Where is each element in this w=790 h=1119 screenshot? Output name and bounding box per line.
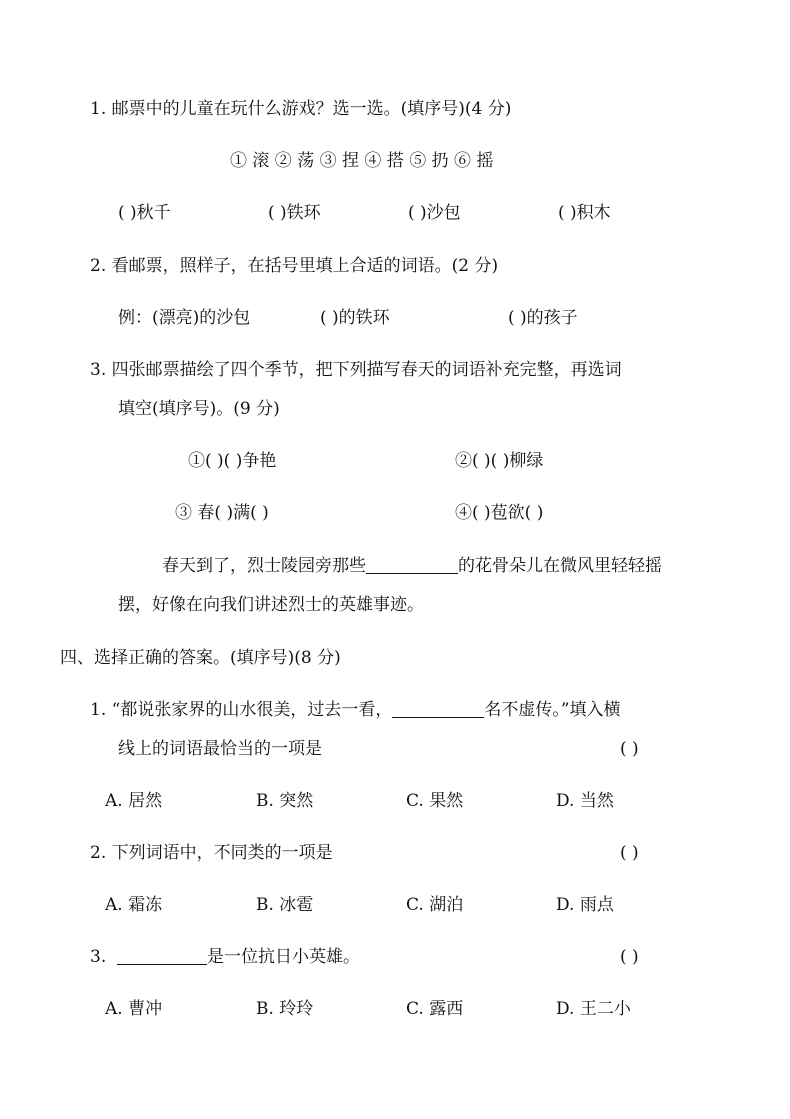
q1-blank-3: ( )沙包: [408, 203, 461, 223]
q1-blank-2: ( )铁环: [268, 203, 321, 223]
q1-blank-4: ( )积木: [558, 203, 611, 223]
q1-stem: 1. 邮票中的儿童在玩什么游戏？选一选。(填序号)(4 分): [90, 99, 512, 119]
s4-q1-stem-line-2: 线上的词语最恰当的一项是: [118, 739, 322, 759]
s4-q3-option-c: C. 露西: [406, 999, 464, 1019]
q3-item-3: ③ 春( )满( ): [175, 503, 269, 523]
q3-paragraph-text-b: 的花骨朵儿在微风里轻轻摇: [458, 556, 662, 576]
q3-paragraph-line-1: [162, 554, 662, 578]
q3-stem-line-1: 3. 四张邮票描绘了四个季节，把下列描写春天的词语补充完整，再选词: [90, 360, 622, 380]
q3-item-1: ①( )( )争艳: [188, 451, 277, 471]
q2-blank-2: ( )的孩子: [508, 308, 578, 328]
q1-blank-1: ( )秋千: [118, 203, 171, 223]
q3-paragraph-text-a: 春天到了，烈士陵园旁那些: [162, 556, 366, 576]
fill-blank-line: [117, 946, 207, 965]
fill-blank-line: [392, 699, 484, 718]
s4-q3-stem: [90, 945, 360, 969]
s4-q2-option-c: C. 湖泊: [406, 895, 464, 915]
s4-q2-option-a: A. 霜冻: [105, 895, 163, 915]
s4-q3-answer-paren: ( ): [620, 947, 639, 967]
s4-q1-option-d: D. 当然: [556, 791, 614, 811]
s4-q2-answer-paren: ( ): [620, 843, 639, 863]
q3-item-4: ④( )苞欲( ): [455, 503, 544, 523]
s4-q2-option-b: B. 冰雹: [256, 895, 314, 915]
s4-q3-option-a: A. 曹冲: [105, 999, 163, 1019]
fill-blank-line: [366, 555, 458, 574]
s4-q3-number: 3.: [90, 947, 107, 967]
q3-paragraph-line-2: 摆，好像在向我们讲述烈士的英雄事迹。: [118, 595, 424, 615]
s4-q2-option-d: D. 雨点: [556, 895, 614, 915]
s4-q3-option-d: D. 王二小: [556, 999, 631, 1019]
s4-q1-option-b: B. 突然: [256, 791, 314, 811]
q2-example: 例：(漂亮)的沙包: [118, 308, 251, 328]
q2-blank-1: ( )的铁环: [320, 308, 390, 328]
s4-q3-stem-text: 是一位抗日小英雄。: [207, 947, 361, 967]
q3-item-2: ②( )( )柳绿: [455, 451, 544, 471]
s4-q1-option-c: C. 果然: [406, 791, 464, 811]
q3-stem-line-2: 填空(填序号)。(9 分): [118, 399, 280, 419]
s4-q1-stem-text-a: 1. “都说张家界的山水很美，过去一看，: [90, 700, 393, 720]
s4-q3-option-b: B. 玲玲: [256, 999, 314, 1019]
s4-q1-stem-line-1: [90, 698, 621, 722]
s4-q1-option-a: A. 居然: [105, 791, 163, 811]
s4-q1-answer-paren: ( ): [620, 739, 639, 759]
q2-stem: 2. 看邮票，照样子，在括号里填上合适的词语。(2 分): [90, 256, 499, 276]
s4-q1-stem-text-b: 名不虚传。”填入横: [484, 700, 621, 720]
s4-q2-stem: 2. 下列词语中，不同类的一项是: [90, 843, 333, 863]
q1-choices: ① 滚 ② 荡 ③ 捏 ④ 搭 ⑤ 扔 ⑥ 摇: [230, 151, 494, 171]
section4-title: 四、选择正确的答案。(填序号)(8 分): [60, 648, 341, 668]
